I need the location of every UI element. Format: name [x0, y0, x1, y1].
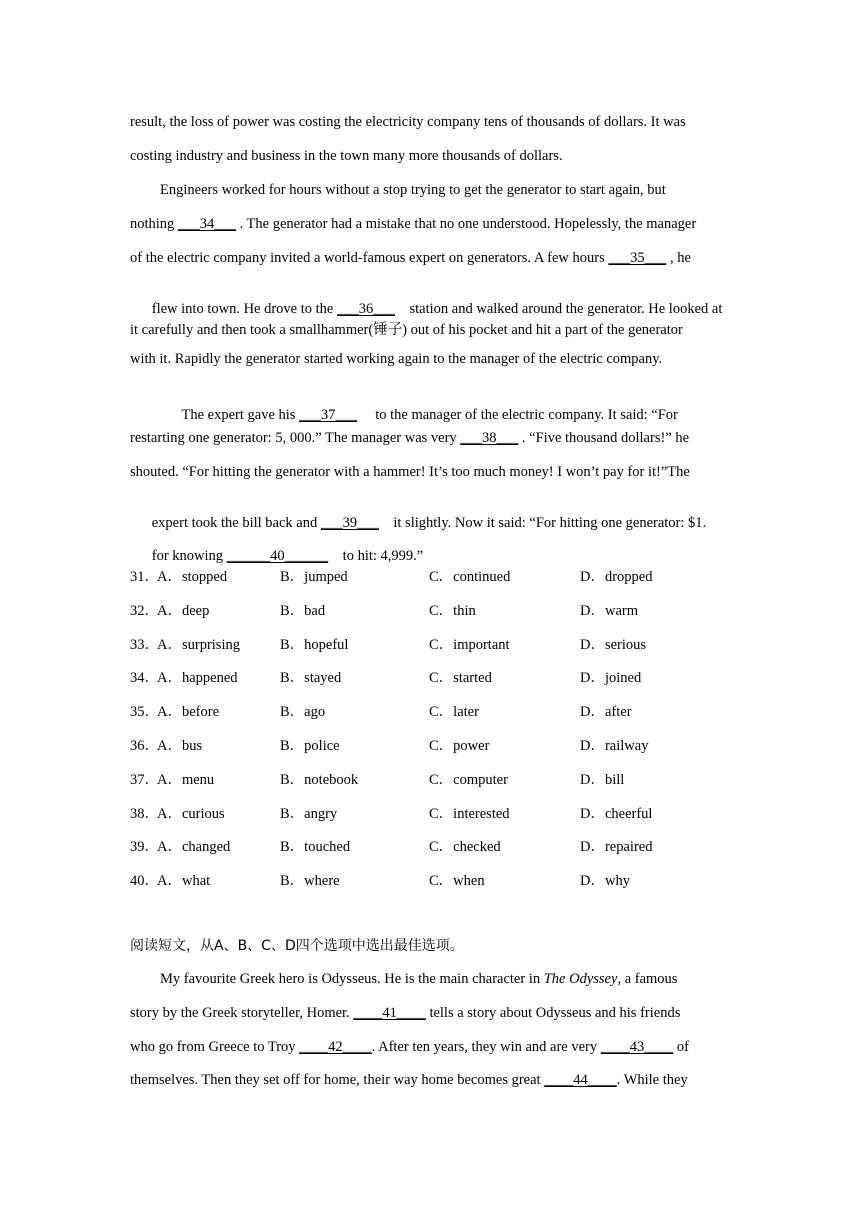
option-b[interactable]: B．jumped: [280, 569, 348, 585]
passage-line: nothing ___34___ . The generator had a mistake that no one understood. Hopelessly, the manager: [130, 216, 697, 232]
option-d[interactable]: D．dropped: [580, 569, 653, 585]
option-b[interactable]: B．where: [280, 873, 340, 889]
option-c[interactable]: C．thin: [429, 603, 476, 619]
passage-line: flew into town. He drove to the ___36___ station and walked around the generator. He looked at: [151, 301, 723, 317]
option-b[interactable]: B．angry: [280, 806, 338, 822]
question-number: 36．: [130, 738, 159, 754]
option-a[interactable]: A．changed: [157, 839, 231, 855]
passage-line: it carefully and then took a smallhammer(锤子) out of his pocket and hit a part of the generator: [130, 322, 683, 338]
question-row: [130, 734, 730, 754]
option-b[interactable]: B．bad: [280, 603, 326, 619]
question-row: [130, 700, 730, 720]
book-title: The Odyssey: [543, 971, 618, 987]
option-c[interactable]: C．when: [429, 873, 485, 889]
option-d[interactable]: D．after: [580, 704, 632, 720]
option-c[interactable]: C．later: [429, 704, 479, 720]
option-a[interactable]: A．stopped: [157, 569, 228, 585]
option-c[interactable]: C．important: [429, 637, 510, 653]
blank-42: ____42____: [299, 1039, 372, 1055]
option-a[interactable]: A．bus: [157, 738, 203, 754]
blank-44: ____44____: [544, 1072, 617, 1088]
question-number: 38．: [130, 806, 159, 822]
option-a[interactable]: A．curious: [157, 806, 225, 822]
passage-line: result, the loss of power was costing the electricity company tens of thousands of dollars. It was: [130, 114, 686, 130]
option-c[interactable]: C．interested: [429, 806, 510, 822]
passage-line: story by the Greek storyteller, Homer. ____41____ tells a story about Odysseus and his friends: [130, 1005, 681, 1021]
passage-line: My favourite Greek hero is Odysseus. He is the main character in The Odyssey, a famous: [160, 971, 678, 987]
question-row: [130, 565, 730, 585]
option-a[interactable]: A．before: [157, 704, 220, 720]
passage-line: of the electric company invited a world-famous expert on generators. A few hours ___35___ , he: [130, 250, 691, 266]
blank-34: ___34___: [177, 216, 236, 232]
blank-35: ___35___: [608, 250, 667, 266]
option-a[interactable]: A．happened: [157, 670, 238, 686]
question-row: [130, 768, 730, 788]
option-b[interactable]: B．stayed: [280, 670, 342, 686]
passage-line: themselves. Then they set off for home, their way home becomes great ____44____. While they: [130, 1072, 688, 1088]
option-d[interactable]: D．bill: [580, 772, 625, 788]
option-d[interactable]: D．serious: [580, 637, 647, 653]
option-a[interactable]: A．what: [157, 873, 211, 889]
option-b[interactable]: B．notebook: [280, 772, 359, 788]
option-d[interactable]: D．repaired: [580, 839, 653, 855]
blank-39: ___39___: [320, 515, 379, 531]
option-a[interactable]: A．surprising: [157, 637, 240, 653]
question-number: 37．: [130, 772, 159, 788]
option-c[interactable]: C．power: [429, 738, 490, 754]
option-a[interactable]: A．menu: [157, 772, 215, 788]
option-d[interactable]: D．railway: [580, 738, 649, 754]
passage-line: costing industry and business in the town many more thousands of dollars.: [130, 148, 563, 164]
blank-41: ____41____: [353, 1005, 426, 1021]
question-row: [130, 599, 730, 619]
question-row: [130, 633, 730, 653]
question-number: 32．: [130, 603, 159, 619]
passage-line: restarting one generator: 5, 000.” The manager was very ___38___ . “Five thousand dollars!” he: [130, 430, 690, 446]
question-number: 34．: [130, 670, 159, 686]
option-c[interactable]: C．computer: [429, 772, 508, 788]
option-d[interactable]: D．joined: [580, 670, 642, 686]
option-d[interactable]: D．warm: [580, 603, 638, 619]
question-number: 40．: [130, 873, 159, 889]
passage-line: shouted. “For hitting the generator with a hammer! It’s too much money! I won’t pay for it!”The: [130, 464, 690, 480]
passage-line: The expert gave his ___37___ to the manager of the electric company. It said: “For: [181, 407, 678, 423]
blank-37: ___37___: [299, 407, 358, 423]
option-a[interactable]: A．deep: [157, 603, 210, 619]
passage-line: with it. Rapidly the generator started working again to the manager of the electric company.: [130, 351, 663, 367]
blank-38: ___38___: [460, 430, 519, 446]
question-number: 31．: [130, 569, 159, 585]
question-row: [130, 869, 730, 889]
question-row: [130, 666, 730, 686]
question-row: [130, 802, 730, 822]
option-b[interactable]: B．hopeful: [280, 637, 349, 653]
option-c[interactable]: C．checked: [429, 839, 501, 855]
option-d[interactable]: D．cheerful: [580, 806, 653, 822]
passage-line: Engineers worked for hours without a stop trying to get the generator to start again, but: [160, 182, 666, 198]
passage-line: expert took the bill back and ___39___ it slightly. Now it said: “For hitting one generator: $1.: [151, 515, 707, 531]
option-b[interactable]: B．ago: [280, 704, 326, 720]
blank-43: ____43____: [600, 1039, 674, 1055]
question-number: 35．: [130, 704, 159, 720]
blank-40: ______40______: [226, 548, 329, 564]
passage-line: who go from Greece to Troy ____42____. After ten years, they win and are very ____43____ of: [130, 1039, 689, 1055]
question-number: 33．: [130, 637, 159, 653]
option-c[interactable]: C．started: [429, 670, 492, 686]
option-d[interactable]: D．why: [580, 873, 630, 889]
passage-line: for knowing ______40______ to hit: 4,999.”: [151, 548, 424, 564]
option-b[interactable]: B．police: [280, 738, 340, 754]
question-number: 39．: [130, 839, 159, 855]
option-c[interactable]: C．continued: [429, 569, 511, 585]
blank-36: ___36___: [337, 301, 395, 317]
question-row: [130, 835, 730, 855]
section-instruction: 阅读短文，从A、B、C、D四个选项中选出最佳选项。: [130, 938, 464, 954]
option-b[interactable]: B．touched: [280, 839, 351, 855]
